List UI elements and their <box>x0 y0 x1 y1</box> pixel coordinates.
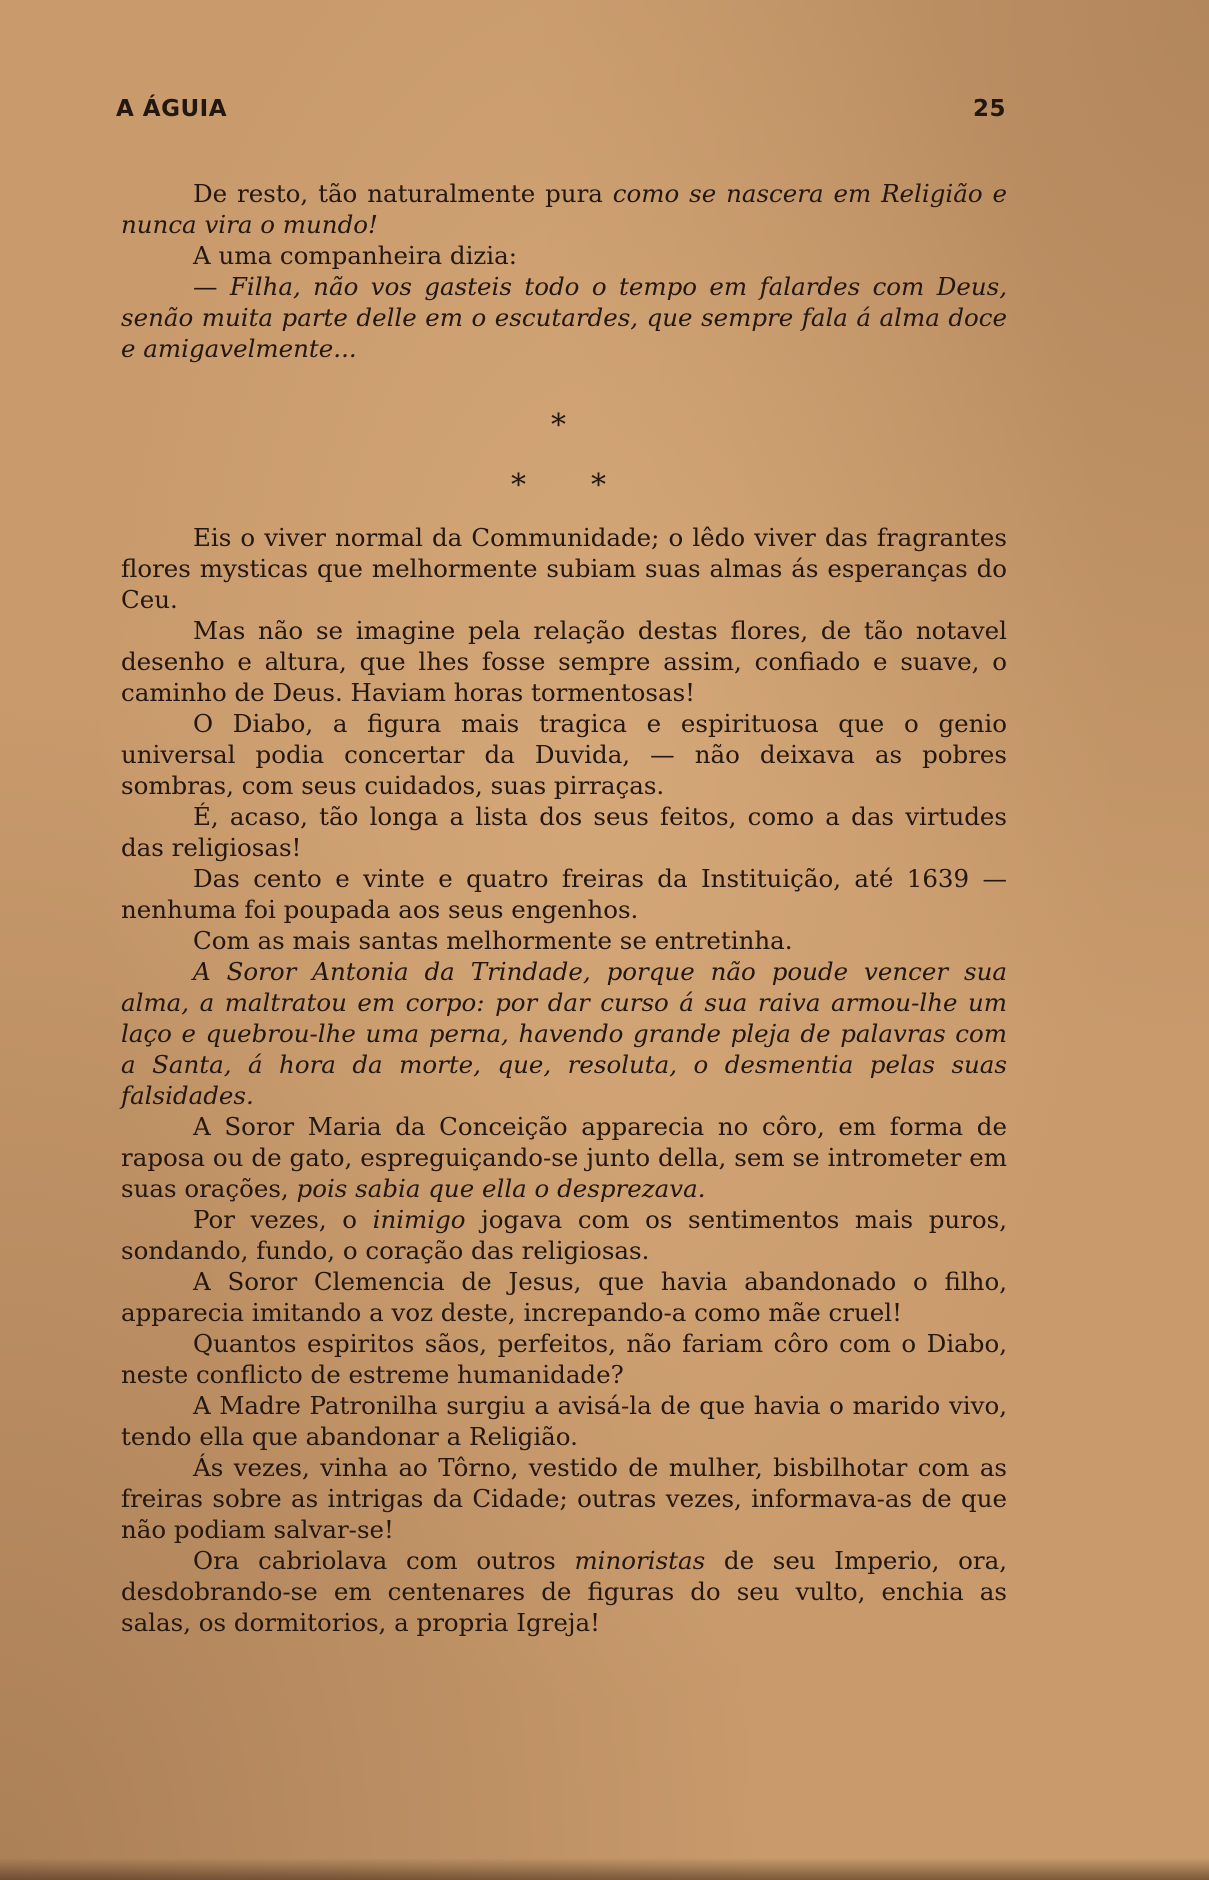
text-run: Ora cabriolava com outros <box>193 1546 575 1575</box>
paragraph <box>121 925 1007 956</box>
paragraph <box>121 956 1007 1111</box>
text-run: Ás vezes, vinha ao Tôrno, vestido de mulher, bisbilhotar com as freiras sobre as intrigas da Cidade; outras vezes, informava-as de que não podiam salvar-se! <box>121 1453 1007 1544</box>
separator-star: * <box>591 468 606 503</box>
paragraph <box>121 1204 1007 1266</box>
text-run: O Diabo, a figura mais tragica e espirituosa que o genio universal podia concertar da Duvida, — não deixava as pobres sombras, com seus cuidados, suas pirraças. <box>121 709 1007 800</box>
paragraph <box>121 1545 1007 1638</box>
text-run: Eis o viver normal da Communidade; o lêdo viver das fragrantes flores mysticas que melhormente subiam suas almas ás esperanças do Ceu. <box>121 523 1007 614</box>
paragraph <box>121 708 1007 801</box>
text-run: Das cento e vinte e quatro freiras da Instituição, até 1639 — nenhuma foi poupada aos seus engenhos. <box>121 864 1007 924</box>
section-separator <box>121 374 1007 514</box>
article-body <box>121 178 1007 1638</box>
running-header <box>116 96 1006 122</box>
text-run: A uma companheira dizia: <box>193 241 518 270</box>
text-run: de seu Imperio, ora, desdobrando-se em centenares de figuras do seu vulto, enchia as salas, os dormitorios, a propria Igreja! <box>121 1546 1007 1637</box>
paragraph <box>121 240 1007 271</box>
italic-text: minoristas <box>574 1546 706 1575</box>
text-run: jogava com os sentimentos mais puros, sondando, fundo, o coração das religiosas. <box>121 1205 1007 1265</box>
paragraph <box>121 178 1007 240</box>
paragraph <box>121 1328 1007 1390</box>
italic-text: pois sabia que ella o desprezava. <box>296 1174 706 1203</box>
paragraph <box>121 1266 1007 1328</box>
separator-star: * <box>551 408 566 443</box>
paragraph <box>121 1390 1007 1452</box>
text-run: É, acaso, tão longa a lista dos seus feitos, como a das virtudes das religiosas! <box>121 802 1007 862</box>
paragraph <box>121 801 1007 863</box>
paragraph <box>121 863 1007 925</box>
paragraph <box>121 522 1007 615</box>
section-two <box>121 522 1007 1638</box>
text-run: Quantos espiritos sãos, perfeitos, não fariam côro com o Diabo, neste conflicto de estreme humanidade? <box>121 1329 1007 1389</box>
text-run: Mas não se imagine pela relação destas flores, de tão notavel desenho e altura, que lhes fosse sempre assim, confiado e suave, o caminho de Deus. Haviam horas tormentosas! <box>121 616 1007 707</box>
paragraph <box>121 271 1007 364</box>
italic-text: inimigo <box>372 1205 466 1234</box>
italic-text: como se nascera em Religião e nunca vira o mundo! <box>121 179 1007 239</box>
page-edge-shadow <box>0 1858 1209 1880</box>
text-run: A Soror Maria da Conceição apparecia no côro, em forma de raposa ou de gato, espreguiçando-se junto della, sem se intrometer em suas orações, <box>121 1112 1007 1203</box>
separator-star: * <box>511 468 526 503</box>
paragraph <box>121 1452 1007 1545</box>
text-run: Com as mais santas melhormente se entretinha. <box>193 926 793 955</box>
paragraph <box>121 615 1007 708</box>
page-number: 25 <box>972 96 1006 122</box>
italic-text: A Soror Antonia da Trindade, porque não poude vencer sua alma, a maltratou em corpo: por dar curso á sua raiva armou-lhe um laço e quebrou-lhe uma perna, havendo grande pleja de palavras com a Santa, á hora da morte, que, resoluta, o desmentia pelas suas falsidades. <box>121 957 1007 1110</box>
section-one <box>121 178 1007 364</box>
text-run: — <box>193 272 230 301</box>
text-run: Por vezes, o <box>193 1205 373 1234</box>
text-run: A Madre Patronilha surgiu a avisá-la de que havia o marido vivo, tendo ella que abandonar a Religião. <box>121 1391 1007 1451</box>
paragraph <box>121 1111 1007 1204</box>
text-run: A Soror Clemencia de Jesus, que havia abandonado o filho, apparecia imitando a voz deste, increpando-a como mãe cruel! <box>121 1267 1007 1327</box>
text-run: De resto, tão naturalmente pura <box>193 179 613 208</box>
italic-text: Filha, não vos gasteis todo o tempo em falardes com Deus, senão muita parte delle em o escutardes, que sempre fala á alma doce e amigavelmente... <box>121 272 1007 363</box>
journal-title: A ÁGUIA <box>116 96 228 122</box>
